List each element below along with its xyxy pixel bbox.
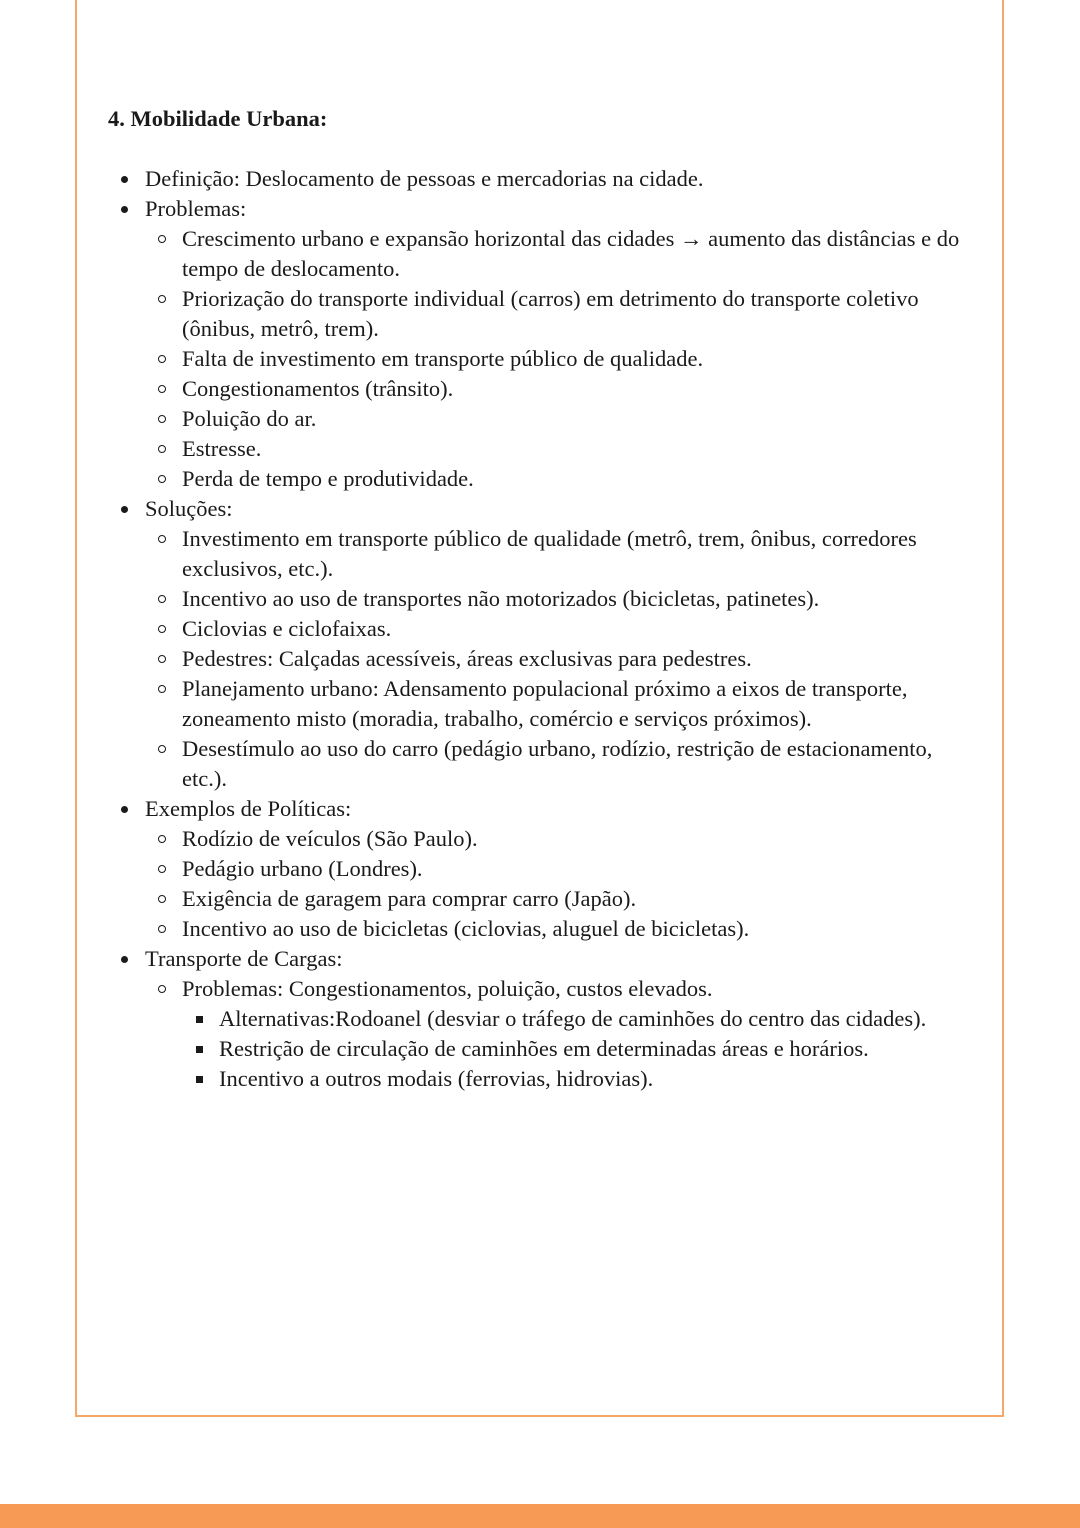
sub-item: Pedágio urbano (Londres). — [145, 854, 978, 884]
sub-item: Crescimento urbano e expansão horizontal das cidades → aumento das distâncias e do tempo de deslocamento. — [145, 224, 978, 284]
list-item-solucoes — [108, 494, 978, 794]
sub-item — [145, 974, 978, 1094]
document-content — [108, 104, 978, 1094]
list-item-exemplos — [108, 794, 978, 944]
list-item-definicao — [108, 164, 978, 194]
sub-item: Congestionamentos (trânsito). — [145, 374, 978, 404]
subsub-item: Alternativas:Rodoanel (desviar o tráfego de caminhões do centro das cidades). — [182, 1004, 978, 1034]
sub-item: Poluição do ar. — [145, 404, 978, 434]
solucoes-sublist — [145, 524, 978, 794]
sub-item: Perda de tempo e produtividade. — [145, 464, 978, 494]
list-item-text: Soluções: — [145, 496, 233, 521]
sub-item: Exigência de garagem para comprar carro (Japão). — [145, 884, 978, 914]
sub-item-text: Problemas: Congestionamentos, poluição, custos elevados. — [182, 976, 713, 1001]
sub-item: Rodízio de veículos (São Paulo). — [145, 824, 978, 854]
list-item-problemas — [108, 194, 978, 494]
sub-item: Desestímulo ao uso do carro (pedágio urbano, rodízio, restrição de estacionamento, etc.). — [145, 734, 978, 794]
list-item-text: Transporte de Cargas: — [145, 946, 343, 971]
problemas-sublist — [145, 224, 978, 494]
subsub-item: Restrição de circulação de caminhões em determinadas áreas e horários. — [182, 1034, 978, 1064]
sub-item: Incentivo ao uso de transportes não motorizados (bicicletas, patinetes). — [145, 584, 978, 614]
section-title: 4. Mobilidade Urbana: — [108, 106, 328, 131]
sub-item: Falta de investimento em transporte público de qualidade. — [145, 344, 978, 374]
cargas-sublist — [145, 974, 978, 1094]
sub-item: Planejamento urbano: Adensamento populacional próximo a eixos de transporte, zoneamento misto (moradia, trabalho, comércio e serviços próximos). — [145, 674, 978, 734]
sub-item: Pedestres: Calçadas acessíveis, áreas exclusivas para pedestres. — [145, 644, 978, 674]
list-item-text: Exemplos de Políticas: — [145, 796, 352, 821]
sub-item: Estresse. — [145, 434, 978, 464]
sub-item: Ciclovias e ciclofaixas. — [145, 614, 978, 644]
list-item-text: Definição: Deslocamento de pessoas e mercadorias na cidade. — [145, 166, 704, 191]
topic-list — [108, 164, 978, 1094]
footer-accent-bar — [0, 1504, 1080, 1528]
cargas-subsublist — [182, 1004, 978, 1094]
sub-item: Investimento em transporte público de qualidade (metrô, trem, ônibus, corredores exclusivos, etc.). — [145, 524, 978, 584]
exemplos-sublist — [145, 824, 978, 944]
sub-item: Priorização do transporte individual (carros) em detrimento do transporte coletivo (ônibus, metrô, trem). — [145, 284, 978, 344]
subsub-item: Incentivo a outros modais (ferrovias, hidrovias). — [182, 1064, 978, 1094]
list-item-text: Problemas: — [145, 196, 247, 221]
sub-item: Incentivo ao uso de bicicletas (ciclovias, aluguel de bicicletas). — [145, 914, 978, 944]
list-item-cargas — [108, 944, 978, 1094]
